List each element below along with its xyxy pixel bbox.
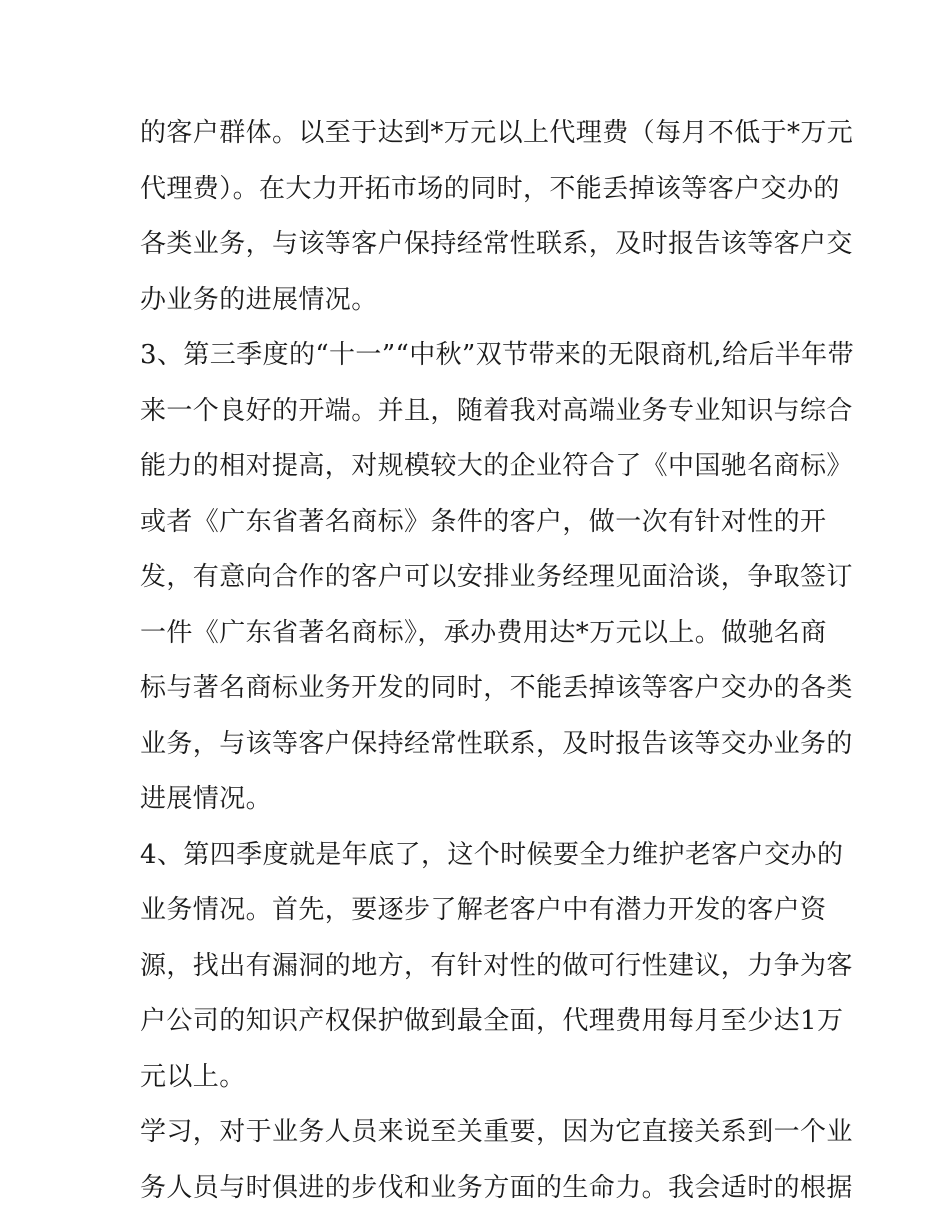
text-line: 的客户群体。以至于达到*万元以上代理费（每月不低于*万元 xyxy=(140,118,854,148)
text-line: 学习，对于业务人员来说至关重要，因为它直接关系到一个业 xyxy=(140,1117,853,1147)
text-line: 4、第四季度就是年底了，这个时候要全力维护老客户交办的 xyxy=(140,839,844,870)
text-line: 或者《广东省著名商标》条件的客户，做一次有针对性的开 xyxy=(140,506,827,537)
text-line: 进展情况。 xyxy=(140,784,273,814)
text-line: 各类业务，与该等客户保持经常性联系，及时报告该等客户交 xyxy=(140,229,853,259)
text-line: 能力的相对提高，对规模较大的企业符合了《中国驰名商标》 xyxy=(140,451,853,481)
text-line: 源，找出有漏洞的地方，有针对性的做可行性建议，力争为客 xyxy=(140,950,853,981)
text-line: 标与著名商标业务开发的同时，不能丢掉该等客户交办的各类 xyxy=(140,673,853,703)
text-line: 3、第三季度的“十一”“中秋”双节带来的无限商机,给后半年带 xyxy=(140,340,854,370)
text-line: 业务，与该等客户保持经常性联系，及时报告该等交办业务的 xyxy=(140,728,853,759)
text-line: 代理费）。在大力开拓市场的同时，不能丢掉该等客户交办的 xyxy=(140,173,840,204)
text-line: 来一个良好的开端。并且，随着我对高端业务专业知识与综合 xyxy=(140,395,853,426)
text-line: 业务情况。首先，要逐步了解老客户中有潜力开发的客户资 xyxy=(140,895,827,925)
document-body xyxy=(140,106,854,1216)
text-line: 办业务的进展情况。 xyxy=(140,284,378,315)
text-line: 元以上。 xyxy=(140,1061,246,1092)
text-line: 户公司的知识产权保护做到最全面，代理费用每月至少达1万 xyxy=(140,1006,844,1036)
text-line: 一件《广东省著名商标》，承办费用达*万元以上。做驰名商 xyxy=(140,617,827,648)
text-line: 发，有意向合作的客户可以安排业务经理见面洽谈，争取签订 xyxy=(140,562,853,592)
text-line: 务人员与时俱进的步伐和业务方面的生命力。我会适时的根据 xyxy=(140,1172,853,1203)
